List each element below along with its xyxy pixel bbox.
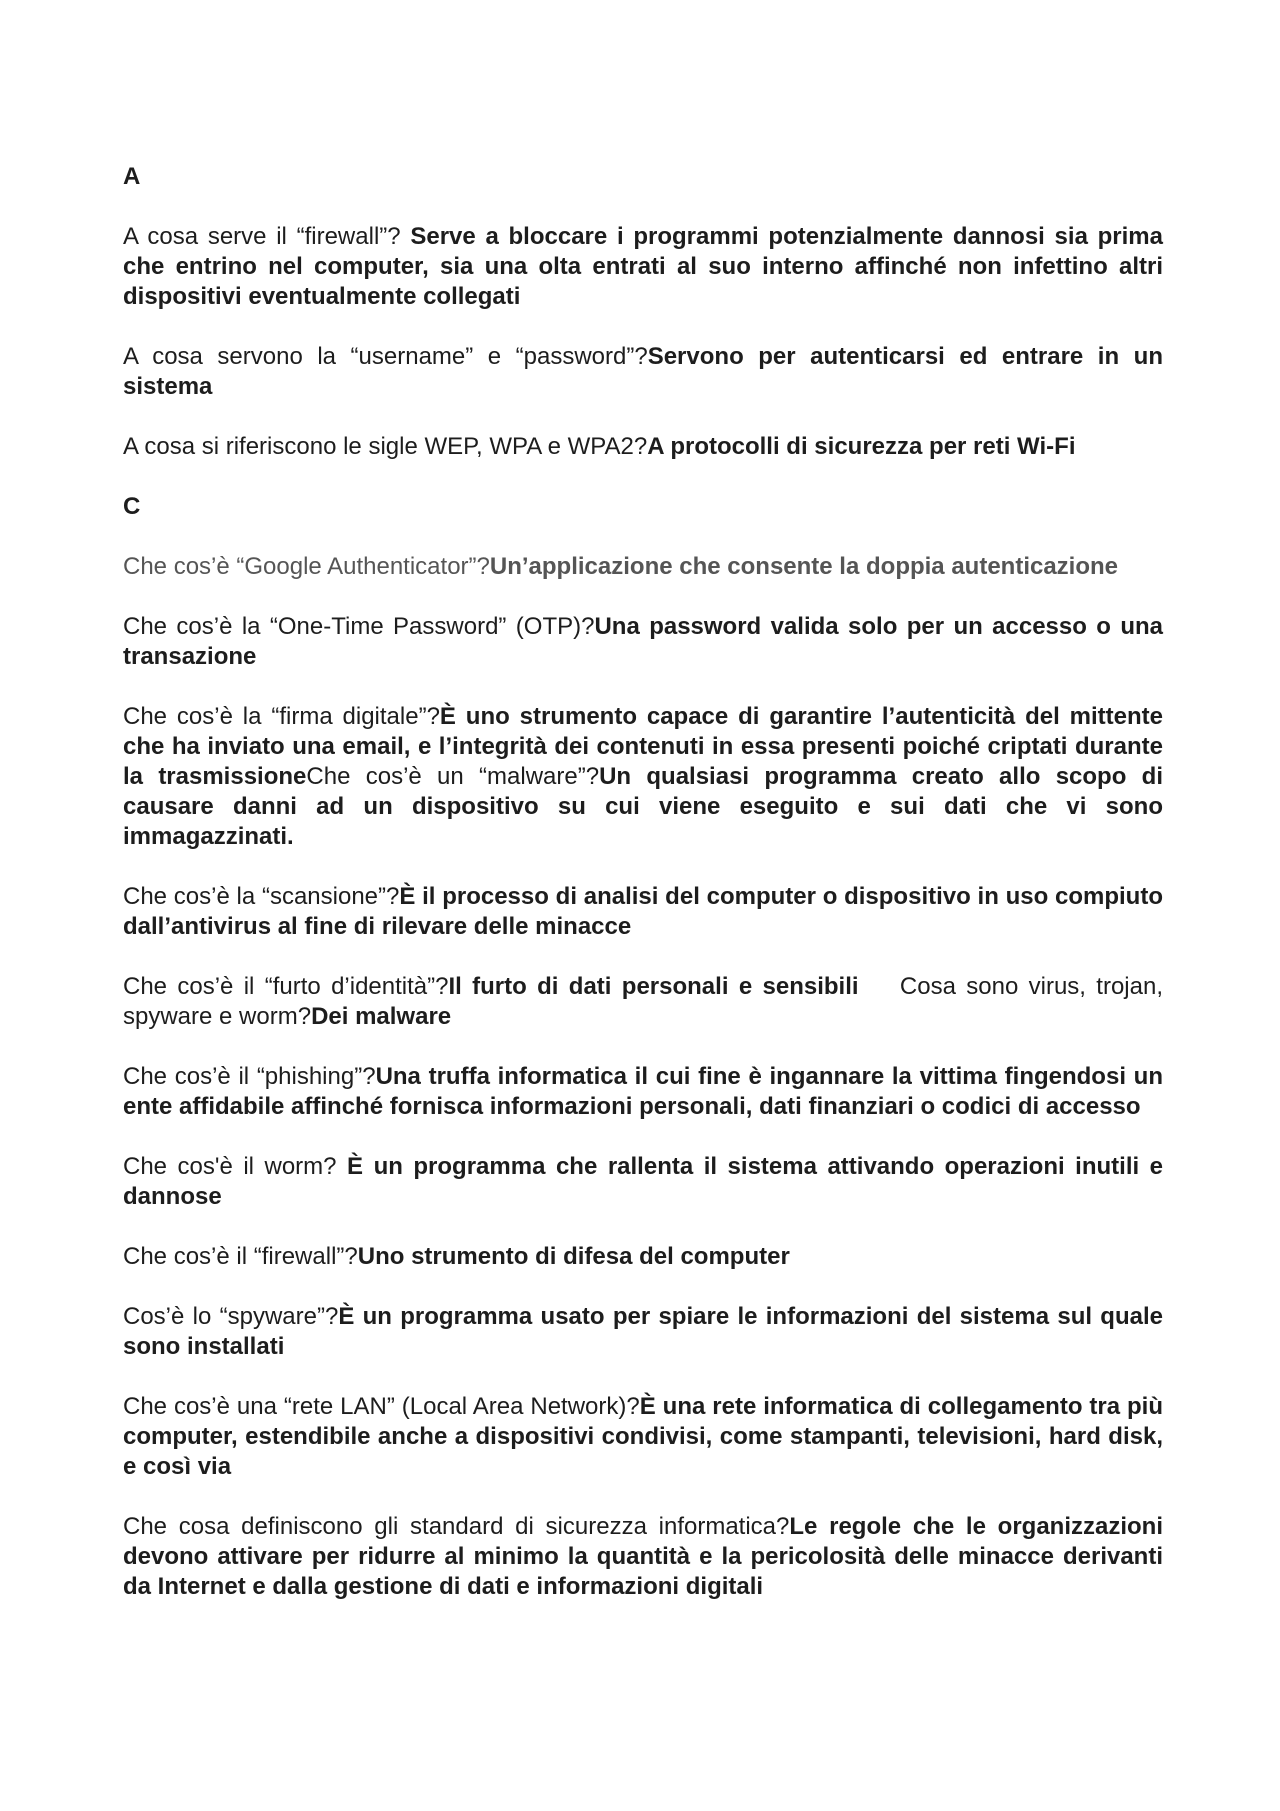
question-text: Che cos’è la “firma digitale”?	[123, 703, 440, 730]
answer-text: Una password valida solo per un accesso o una transazione	[123, 613, 1163, 670]
faq-entry-identity-theft-virus	[123, 972, 1163, 1032]
answer-text: Serve a bloccare i programmi potenzialmente dannosi sia prima che entrino nel computer, sia una olta entrati al suo interno affinché non infettino altri dispositivi eventualmente collegati	[123, 223, 1163, 310]
question-text: A cosa si riferiscono le sigle WEP, WPA e WPA2?	[123, 433, 648, 460]
faq-entry-otp	[123, 612, 1163, 672]
question-text: Che cos’è “Google Authenticator”?	[123, 553, 490, 580]
question-text: Che cos’è il “firewall”?	[123, 1243, 358, 1270]
question-text: Che cos’è una “rete LAN” (Local Area Network)?	[123, 1393, 640, 1420]
question-text: Cosa sono virus, trojan, spyware e worm?	[123, 973, 1164, 1030]
faq-entry-firewall-definition	[123, 1242, 1163, 1272]
faq-entry-username-password	[123, 342, 1163, 402]
question-text: Che cos'è il worm?	[123, 1153, 348, 1180]
question-text: Che cos’è il “furto d’identità”?	[123, 973, 449, 1000]
answer-text: È il processo di analisi del computer o dispositivo in uso compiuto dall’antivirus al fine di rilevare delle minacce	[123, 883, 1163, 940]
faq-entry-worm	[123, 1152, 1163, 1212]
document-page	[123, 162, 1163, 1632]
question-text: A cosa serve il “firewall”?	[123, 223, 411, 250]
answer-text: Una truffa informatica il cui fine è ingannare la vittima fingendosi un ente affidabile affinché fornisca informazioni personali, dati finanziari o codici di accesso	[123, 1063, 1164, 1120]
answer-text: A protocolli di sicurezza per reti Wi-Fi	[647, 433, 1076, 460]
question-text: Che cos’è la “One-Time Password” (OTP)?	[123, 613, 595, 640]
answer-text: È una rete informatica di collegamento tra più computer, estendibile anche a dispositivi condivisi, come stampanti, televisioni, hard disk, e così via	[123, 1393, 1164, 1480]
answer-text: È un programma usato per spiare le informazioni del sistema sul quale sono installati	[123, 1303, 1163, 1360]
faq-entry-security-standards	[123, 1512, 1163, 1602]
faq-entry-wep-wpa	[123, 432, 1163, 462]
question-text: Che cos’è un “malware”?	[306, 763, 600, 790]
answer-text: Uno strumento di difesa del computer	[357, 1243, 790, 1270]
section-heading-c: C	[123, 493, 141, 520]
faq-entry-google-authenticator	[123, 552, 1163, 582]
question-text: Che cosa definiscono gli standard di sicurezza informatica?	[123, 1513, 790, 1540]
faq-entry-spyware	[123, 1302, 1163, 1362]
answer-text: Servono per autenticarsi ed entrare in un sistema	[123, 343, 1163, 400]
faq-entry-firewall-purpose	[123, 222, 1163, 312]
faq-entry-phishing	[123, 1062, 1163, 1122]
question-text: Che cos’è il “phishing”?	[123, 1063, 376, 1090]
answer-text: È uno strumento capace di garantire l’autenticità del mittente che ha inviato una email, e l’integrità dei contenuti in essa presenti poiché criptati durante la trasmissione	[123, 703, 1163, 790]
answer-text: Le regole che le organizzazioni devono attivare per ridurre al minimo la quantità e la pericolosità delle minacce derivanti da Internet e dalla gestione di dati e informazioni digitali	[123, 1513, 1163, 1600]
question-text: A cosa servono la “username” e “password”?	[123, 343, 648, 370]
question-text: Che cos’è la “scansione”?	[123, 883, 400, 910]
answer-text: È un programma che rallenta il sistema attivando operazioni inutili e dannose	[123, 1153, 1164, 1210]
question-text: Cos’è lo “spyware”?	[123, 1303, 339, 1330]
faq-entry-scan	[123, 882, 1163, 942]
answer-text: Dei malware	[311, 1003, 452, 1030]
answer-text: Un’applicazione che consente la doppia autenticazione	[489, 553, 1119, 580]
answer-text: Un qualsiasi programma creato allo scopo di causare danni ad un dispositivo su cui viene eseguito e sui dati che vi sono immagazzinati.	[123, 763, 1164, 850]
faq-entry-digital-signature-malware	[123, 702, 1163, 852]
section-heading-a: A	[123, 163, 141, 190]
faq-entry-lan	[123, 1392, 1163, 1482]
answer-text: Il furto di dati personali e sensibili	[448, 973, 859, 1000]
